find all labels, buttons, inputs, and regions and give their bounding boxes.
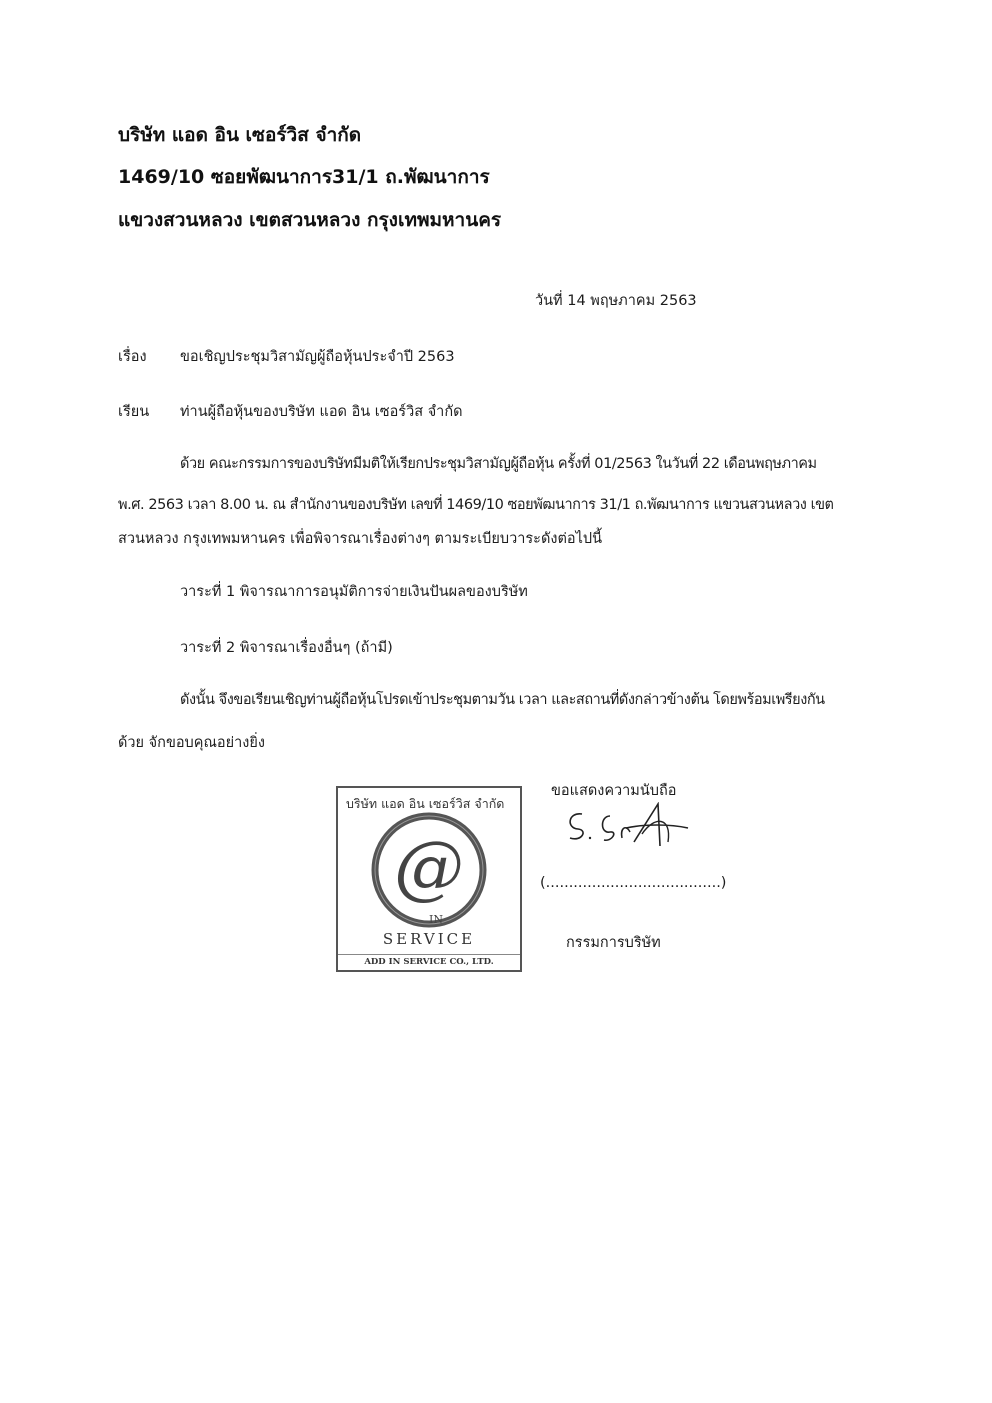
closing-line2: ด้วย จักขอบคุณอย่างยิ่ง <box>118 735 265 751</box>
regards-text: ขอแสดงความนับถือ <box>551 783 677 799</box>
recipient-text: ท่านผู้ถือหุ้นของบริษัท แอด อิน เซอร์วิส จำกัด <box>180 404 463 420</box>
agenda-item-2: วาระที่ 2 พิจารณาเรื่องอื่นๆ (ถ้ามี) <box>180 640 393 656</box>
company-stamp <box>336 786 522 972</box>
paragraph1-line1: ด้วย คณะกรรมการของบริษัทมีมติให้เรียกประชุมวิสามัญผู้ถือหุ้น ครั้งที่ 01/2563 ในวันที่ 22 เดือนพฤษภาคม <box>180 456 817 472</box>
closing-line1: ดังนั้น จึงขอเรียนเชิญท่านผู้ถือหุ้นโปรดเข้าประชุมตามวัน เวลา และสถานที่ดังกล่าวข้างต้น โดยพร้อมเพรียงกัน <box>180 692 825 708</box>
stamp-top-text: บริษัท แอด อิน เซอร์วิส จำกัด <box>346 796 505 811</box>
paragraph1-line3: สวนหลวง กรุงเทพมหานคร เพื่อพิจารณาเรื่องต่างๆ ตามระเบียบวาระดังต่อไปนี้ <box>118 531 602 547</box>
stamp-bottom-text: ADD IN SERVICE CO., LTD. <box>338 954 520 967</box>
address-line-1: 1469/10 ซอยพัฒนาการ31/1 ถ.พัฒนาการ <box>118 166 490 188</box>
recipient-label: เรียน <box>118 404 150 420</box>
stamp-at-symbol: @ <box>394 826 464 908</box>
letter-date: วันที่ 14 พฤษภาคม 2563 <box>535 293 697 309</box>
subject-text: ขอเชิญประชุมวิสามัญผู้ถือหุ้นประจำปี 2563 <box>180 349 455 365</box>
signer-name-blank: (......................................) <box>540 875 727 891</box>
stamp-in-text: IN <box>429 913 443 926</box>
address-line-2: แขวงสวนหลวง เขตสวนหลวง กรุงเทพมหานคร <box>118 209 502 231</box>
agenda-item-1: วาระที่ 1 พิจารณาการอนุมัติการจ่ายเงินปันผลของบริษัท <box>180 584 528 600</box>
handwritten-signature <box>560 802 700 852</box>
signer-position: กรรมการบริษัท <box>566 935 661 951</box>
company-name: บริษัท แอด อิน เซอร์วิส จำกัด <box>118 124 362 146</box>
stamp-service-text: SERVICE <box>382 930 476 948</box>
subject-label: เรื่อง <box>118 349 147 365</box>
paragraph1-line2: พ.ศ. 2563 เวลา 8.00 น. ณ สำนักงานของบริษัท เลขที่ 1469/10 ซอยพัฒนาการ 31/1 ถ.พัฒนาการ แขวนสวนหลวง เขต <box>118 497 834 513</box>
